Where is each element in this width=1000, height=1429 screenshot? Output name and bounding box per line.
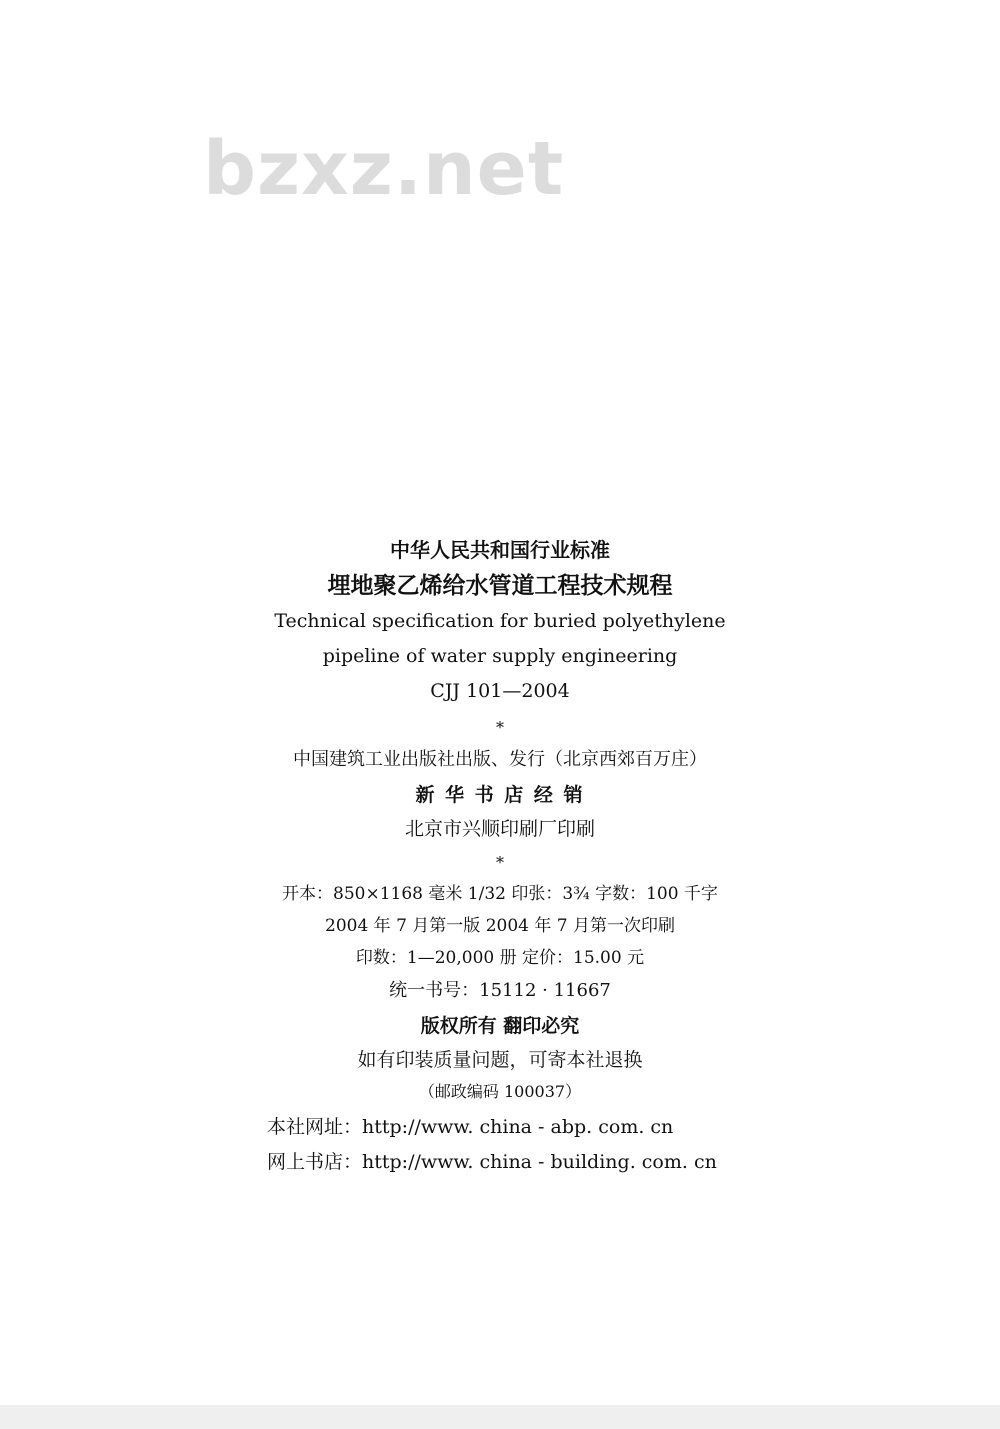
- format-line: 开本：850×1168 毫米 1/32 印张：3¾ 字数：100 千字: [282, 884, 718, 904]
- isbn-line: 统一书号：15112 · 11667: [389, 980, 611, 1001]
- separator-star: *: [496, 853, 504, 872]
- rights-line: 版权所有 翻印必究: [420, 1015, 580, 1037]
- quality-line: 如有印装质量问题，可寄本社退换: [357, 1049, 643, 1071]
- edition-line: 2004 年 7 月第一版 2004 年 7 月第一次印刷: [325, 916, 675, 936]
- standard-code: CJJ 101—2004: [430, 680, 570, 702]
- standard-type: 中华人民共和国行业标准: [390, 538, 610, 562]
- watermark: bzxz.net: [203, 126, 565, 212]
- bookstore-line: 网上书店：http://www. china - building. com. cn: [267, 1151, 717, 1173]
- distributor-line: 新 华 书 店 经 销: [415, 784, 585, 806]
- title-en-line1: Technical specification for buried polyethylene: [274, 610, 726, 632]
- print-run-line: 印数：1—20,000 册 定价：15.00 元: [355, 948, 645, 968]
- title-cn: 埋地聚乙烯给水管道工程技术规程: [327, 572, 673, 599]
- separator-star: *: [496, 718, 504, 737]
- postal-code-line: （邮政编码 100037）: [418, 1082, 582, 1101]
- page-bottom-border: [0, 1405, 1000, 1429]
- website-line: 本社网址：http://www. china - abp. com. cn: [267, 1116, 674, 1138]
- printer-line: 北京市兴顺印刷厂印刷: [404, 818, 595, 840]
- publisher-line: 中国建筑工业出版社出版、发行（北京西郊百万庄）: [293, 749, 707, 770]
- title-en-line2: pipeline of water supply engineering: [322, 645, 678, 667]
